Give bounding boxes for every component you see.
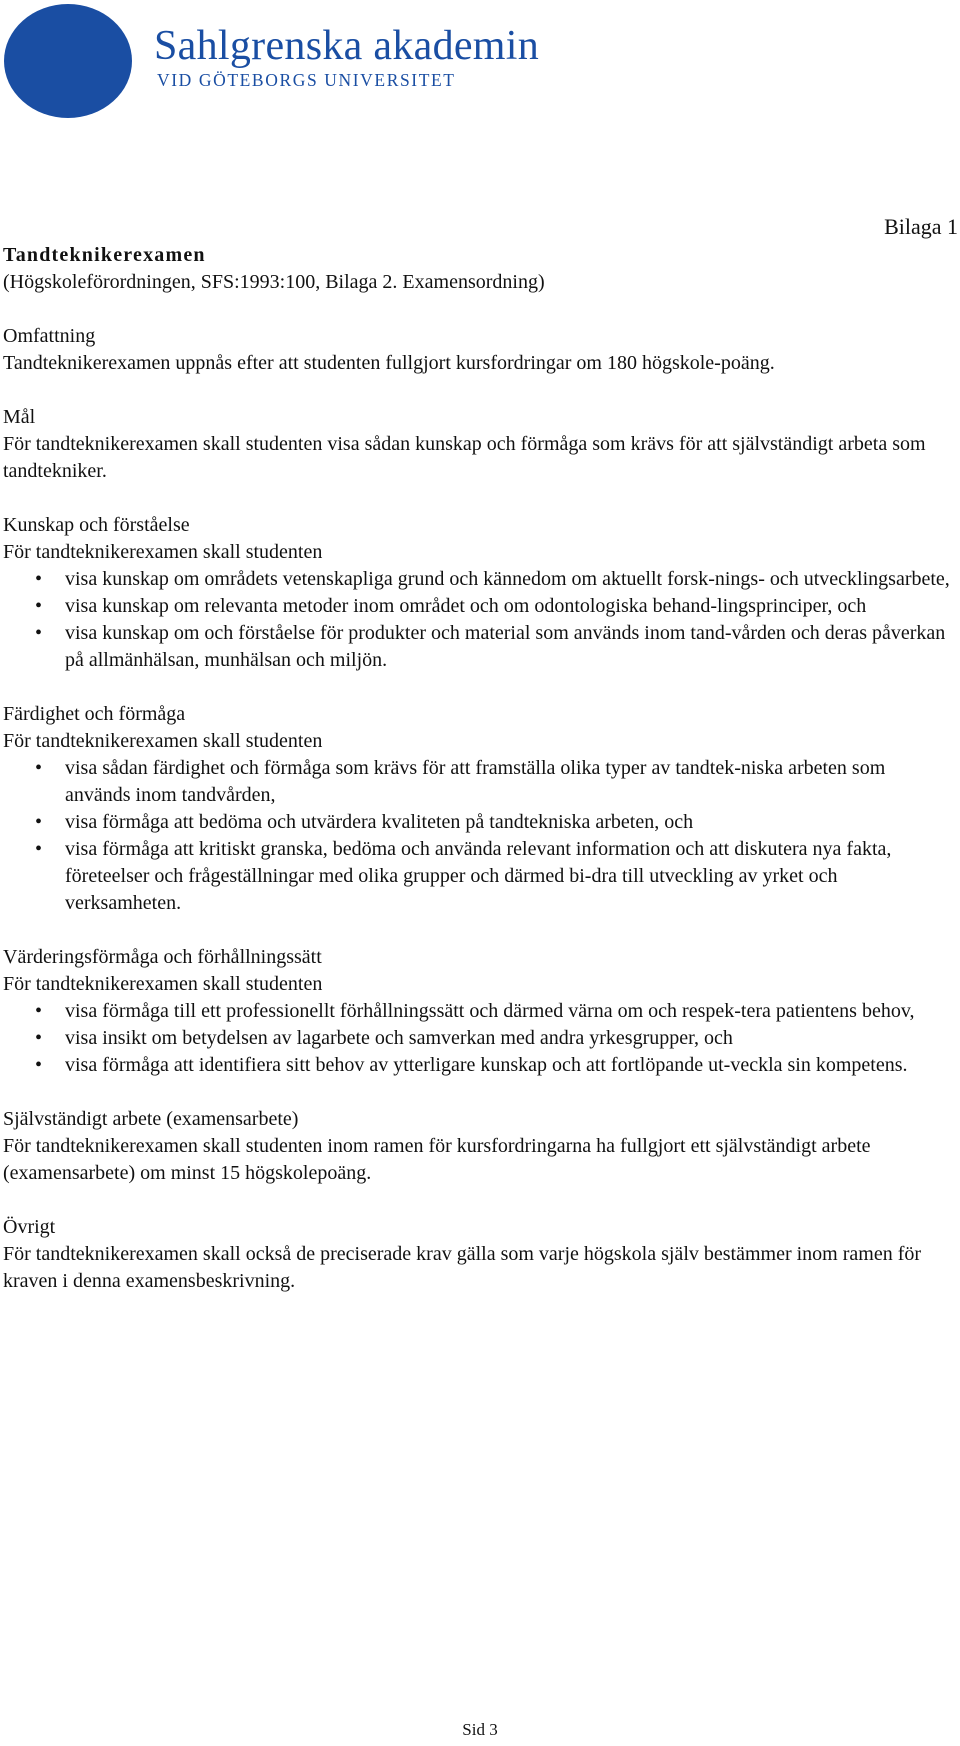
- section-heading: Värderingsförmåga och förhållningssätt: [3, 946, 322, 968]
- list-item: • visa förmåga att identifiera sitt behov av ytterligare kunskap och att fortlöpande ut-veckla sin kompetens.: [65, 1052, 953, 1079]
- logo-title: Sahlgrenska akademin: [154, 23, 540, 69]
- document-body: [3, 242, 953, 1295]
- bullet-list: [3, 755, 953, 917]
- section-heading: Mål: [3, 406, 36, 428]
- appendix-label: Bilaga 1: [884, 214, 958, 239]
- section-sjalvstandigt: [3, 1106, 953, 1187]
- section-text: För tandteknikerexamen skall studenten visa sådan kunskap och förmåga som krävs för att självständigt arbeta som tandtekniker.: [3, 433, 926, 482]
- document-subtitle: (Högskoleförordningen, SFS:1993:100, Bilaga 2. Examensordning): [3, 271, 545, 293]
- section-intro: För tandteknikerexamen skall studenten: [3, 973, 323, 995]
- section-mal: [3, 404, 953, 485]
- page-number: Sid 3: [462, 1720, 498, 1739]
- bullet-list: [3, 566, 953, 674]
- list-item: • visa sådan färdighet och förmåga som krävs för att framställa olika typer av tandtek-niska arbeten som används inom tandvården,: [65, 755, 953, 809]
- university-seal-icon: [4, 4, 132, 118]
- list-item: • visa förmåga att bedöma och utvärdera kvaliteten på tandtekniska arbeten, och: [65, 809, 953, 836]
- section-kunskap: [3, 512, 953, 674]
- list-item: • visa förmåga att kritiskt granska, bedöma och använda relevant information och att diskutera nya fakta, företeelser och frågeställningar med olika grupper och därmed bi-dra till utveckling av yrket och verksamheten.: [65, 836, 953, 917]
- list-item: • visa kunskap om och förståelse för produkter och material som används inom tand-vården och deras påverkan på allmänhälsan, munhälsan och miljön.: [65, 620, 953, 674]
- section-text: För tandteknikerexamen skall också de preciserade krav gälla som varje högskola själv bestämmer inom ramen för kraven i denna examensbeskrivning.: [3, 1243, 922, 1292]
- list-item: • visa kunskap om relevanta metoder inom området och om odontologiska behand-lingsprinciper, och: [65, 593, 953, 620]
- document-title: Tandteknikerexamen: [3, 244, 206, 266]
- section-intro: För tandteknikerexamen skall studenten: [3, 541, 323, 563]
- section-heading: Kunskap och förståelse: [3, 514, 190, 536]
- logo-subtitle: VID GÖTEBORGS UNIVERSITET: [157, 70, 456, 90]
- section-text: Tandteknikerexamen uppnås efter att studenten fullgjort kursfordringar om 180 högskole-poäng.: [3, 352, 775, 374]
- list-item: • visa förmåga till ett professionellt förhållningssätt och därmed värna om och respek-tera patientens behov,: [65, 998, 953, 1025]
- section-fardighet: [3, 701, 953, 917]
- section-ovrigt: [3, 1214, 953, 1295]
- list-item: • visa kunskap om områdets vetenskapliga grund och kännedom om aktuellt forsk-nings- och utvecklingsarbete,: [65, 566, 953, 593]
- section-text: För tandteknikerexamen skall studenten inom ramen för kursfordringarna ha fullgjort ett självständigt arbete (examensarbete) om minst 15 högskolepoäng.: [3, 1135, 871, 1184]
- section-vardering: [3, 944, 953, 1079]
- section-heading: Självständigt arbete (examensarbete): [3, 1108, 299, 1130]
- list-item: • visa insikt om betydelsen av lagarbete och samverkan med andra yrkesgrupper, och: [65, 1025, 953, 1052]
- section-heading: Omfattning: [3, 325, 96, 347]
- section-heading: Övrigt: [3, 1216, 56, 1238]
- section-intro: För tandteknikerexamen skall studenten: [3, 730, 323, 752]
- bullet-list: [3, 998, 953, 1079]
- section-heading: Färdighet och förmåga: [3, 703, 186, 725]
- section-omfattning: [3, 323, 953, 377]
